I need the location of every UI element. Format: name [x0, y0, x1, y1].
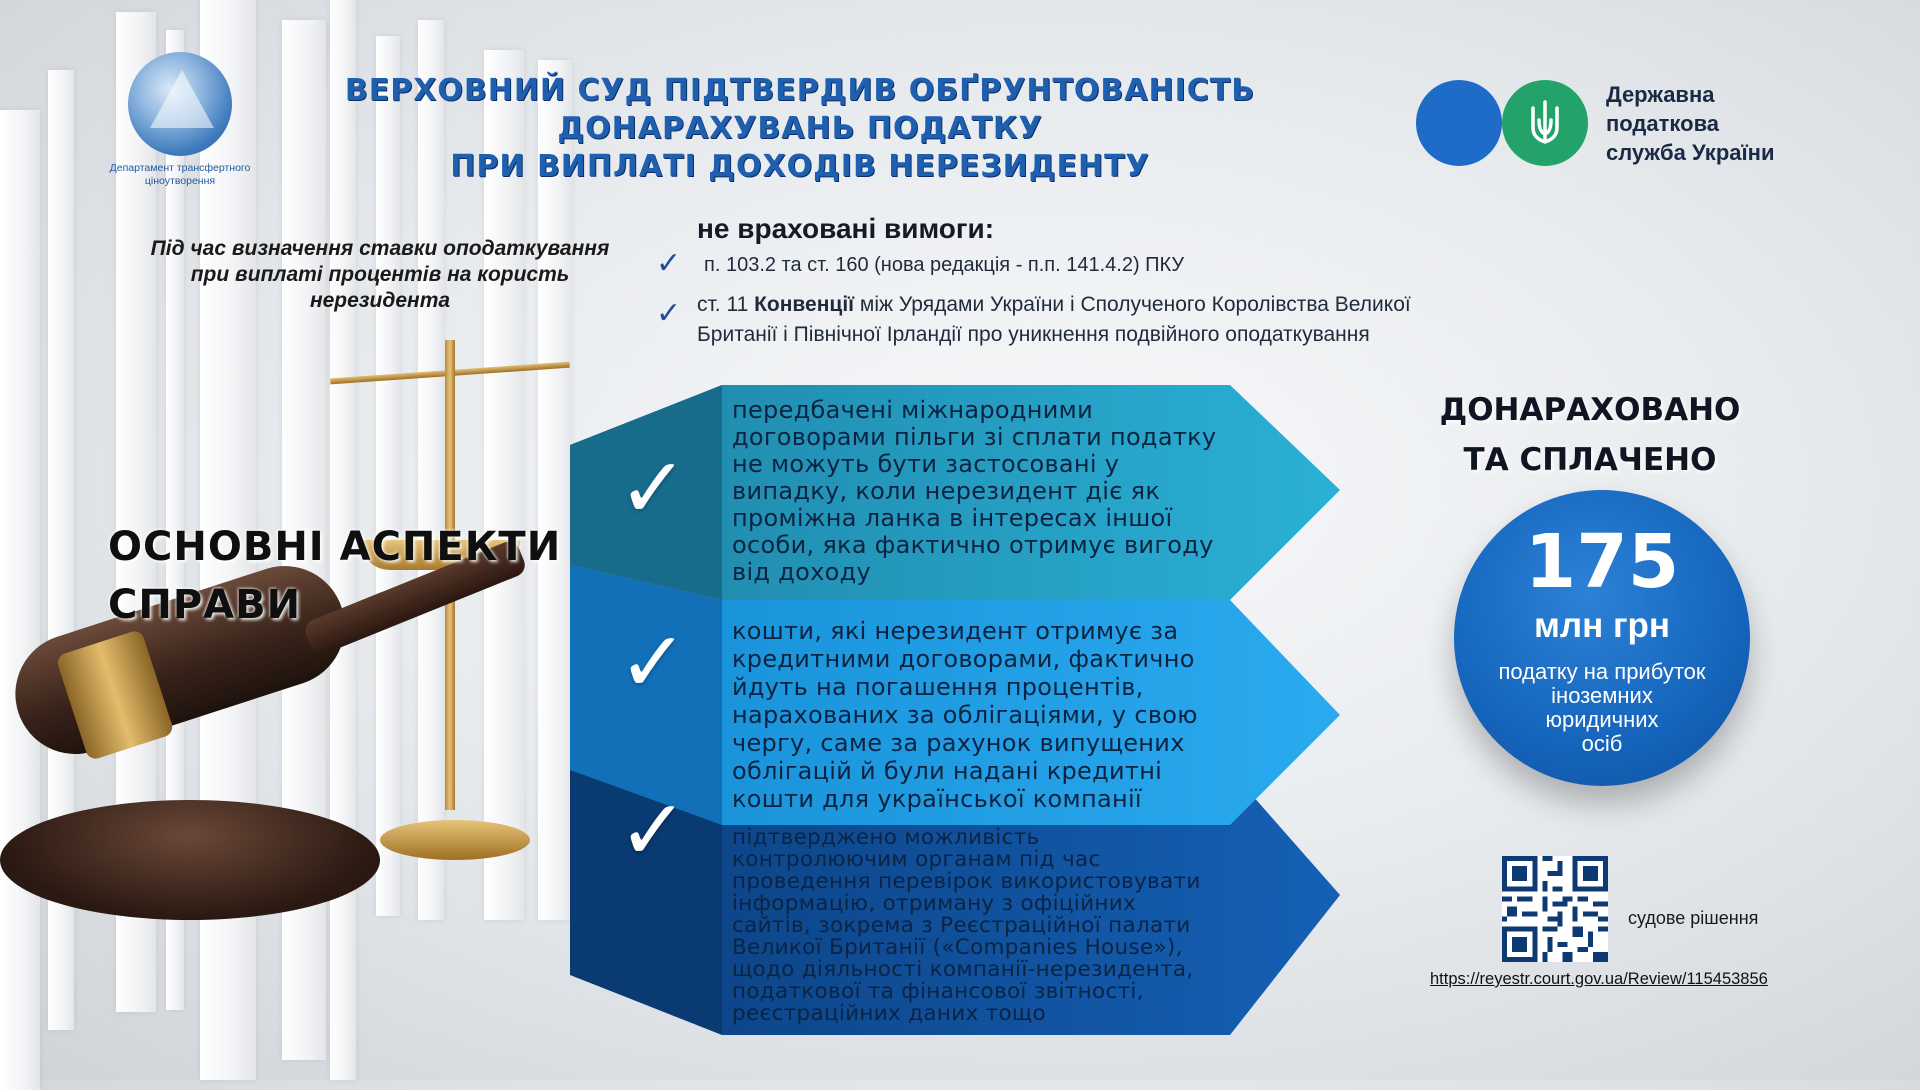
checkmark-icon: ✓: [618, 439, 689, 537]
result-amount: 175: [1524, 519, 1680, 605]
result-desc-line: осіб: [1581, 731, 1623, 756]
req-line2: Британії і Північної Ірландії про уникнення подвійного оподаткування: [697, 323, 1370, 346]
req-prefix: ст. 11: [697, 293, 755, 316]
dps-name-line: служба України: [1606, 140, 1775, 165]
intro-text: [110, 236, 650, 314]
result-heading: [1420, 385, 1760, 485]
aspect-text-3: [732, 827, 1292, 1025]
gavel-base: [0, 800, 380, 920]
aspect-line: йдуть на погашення процентів,: [732, 673, 1144, 701]
aspect-line: щодо діяльності компанії-нерезидента,: [732, 957, 1194, 982]
aspect-line: чергу, саме за рахунок випущених: [732, 729, 1185, 757]
court-decision-link[interactable]: https://reyestr.court.gov.ua/Review/115453856: [1430, 970, 1768, 988]
decor-bar: [538, 60, 572, 920]
requirements-heading: не враховані вимоги:: [697, 213, 995, 244]
checkmark-icon: ✓: [618, 613, 689, 711]
aspect-line: нарахованих за облігаціями, у свою: [732, 701, 1198, 729]
requirement-item: п. 103.2 та ст. 160 (нова редакція - п.п. 141.4.2) ПКУ: [704, 254, 1185, 276]
aspect-text-2: [732, 617, 1292, 813]
scale-base: [380, 820, 530, 860]
decor-bar: [0, 110, 40, 1090]
result-heading-line: ТА СПЛАЧЕНО: [1463, 442, 1717, 478]
intro-line: Під час визначення ставки оподаткування: [150, 237, 610, 260]
result-desc-line: податку на прибуток: [1498, 659, 1706, 684]
dps-name-line: податкова: [1606, 111, 1720, 136]
title-line: ПРИ ВИПЛАТІ ДОХОДІВ НЕРЕЗИДЕНТУ: [450, 149, 1150, 184]
result-unit: млн грн: [1533, 606, 1671, 645]
aspect-line: кошти, які нерезидент отримує за: [732, 617, 1179, 645]
aspect-line: особи, яка фактично отримує вигоду: [732, 531, 1214, 559]
qr-code-icon[interactable]: [1502, 856, 1608, 962]
aspect-line: договорами пільги зі сплати податку: [732, 423, 1217, 451]
aspect-line: контролюючим органам під час: [732, 847, 1101, 872]
aspect-line: випадку, коли нерезидент діє як: [732, 477, 1161, 505]
aspect-line: кошти для української компанії: [732, 785, 1142, 813]
checkmark-icon: ✓: [618, 781, 689, 879]
page-title: [300, 72, 1300, 186]
aspects-heading: [108, 518, 561, 634]
requirement-item: [697, 290, 1627, 350]
aspect-line: реєстраційних даних тощо: [732, 1001, 1046, 1026]
aspect-line: від доходу: [732, 558, 871, 586]
logo-caption: Департамент трансфертного ціноутворення: [109, 162, 251, 187]
aspect-line: інформацію, отриману з офіційних: [732, 891, 1137, 916]
aspect-line: податкової та фінансової звітності,: [732, 979, 1144, 1004]
aspect-text-1: [732, 397, 1292, 586]
aspect-line: передбачені міжнародними: [732, 396, 1093, 424]
dps-name: [1606, 80, 1775, 167]
checkmark-icon: ✓: [656, 246, 682, 281]
title-line: ВЕРХОВНИЙ СУД ПІДТВЕРДИВ ОБҐРУНТОВАНІСТЬ: [344, 73, 1256, 108]
aspect-line: проміжна ланка в інтересах іншої: [732, 504, 1173, 532]
req-bold: Конвенції: [754, 293, 855, 316]
title-line: ДОНАРАХУВАНЬ ПОДАТКУ: [557, 111, 1043, 146]
aspect-line: кредитними договорами, фактично: [732, 645, 1195, 673]
intro-line: при виплаті процентів на користь: [190, 263, 570, 286]
logo-triangle-icon: [150, 70, 214, 128]
trident-icon: [1527, 98, 1563, 148]
req-rest: між Урядами України і Сполученого Королівства Великої: [854, 293, 1411, 316]
intro-line: нерезидента: [309, 289, 451, 312]
aspects-line: ОСНОВНІ АСПЕКТИ: [108, 524, 562, 570]
aspect-line: облігацій й були надані кредитні: [732, 757, 1163, 785]
aspect-line: проведення перевірок використовувати: [732, 869, 1201, 894]
dps-logo-blue-circle: [1416, 80, 1502, 166]
result-desc-line: юридичних: [1545, 707, 1659, 732]
checkmark-icon: ✓: [656, 296, 682, 331]
aspect-line: сайтів, зокрема з Реєстраційної палати: [732, 913, 1191, 938]
qr-label: судове рішення: [1628, 908, 1759, 928]
aspect-line: не можуть бути застосовані у: [732, 450, 1120, 478]
aspects-line: СПРАВИ: [108, 582, 302, 628]
result-desc-line: іноземних: [1551, 683, 1653, 708]
aspect-line: Великої Британії («Companies House»),: [732, 935, 1183, 960]
result-description: [1474, 660, 1730, 756]
dps-name-line: Державна: [1606, 82, 1715, 107]
result-heading-line: ДОНАРАХОВАНО: [1439, 392, 1741, 428]
aspect-line: підтверджено можливість: [732, 825, 1040, 850]
